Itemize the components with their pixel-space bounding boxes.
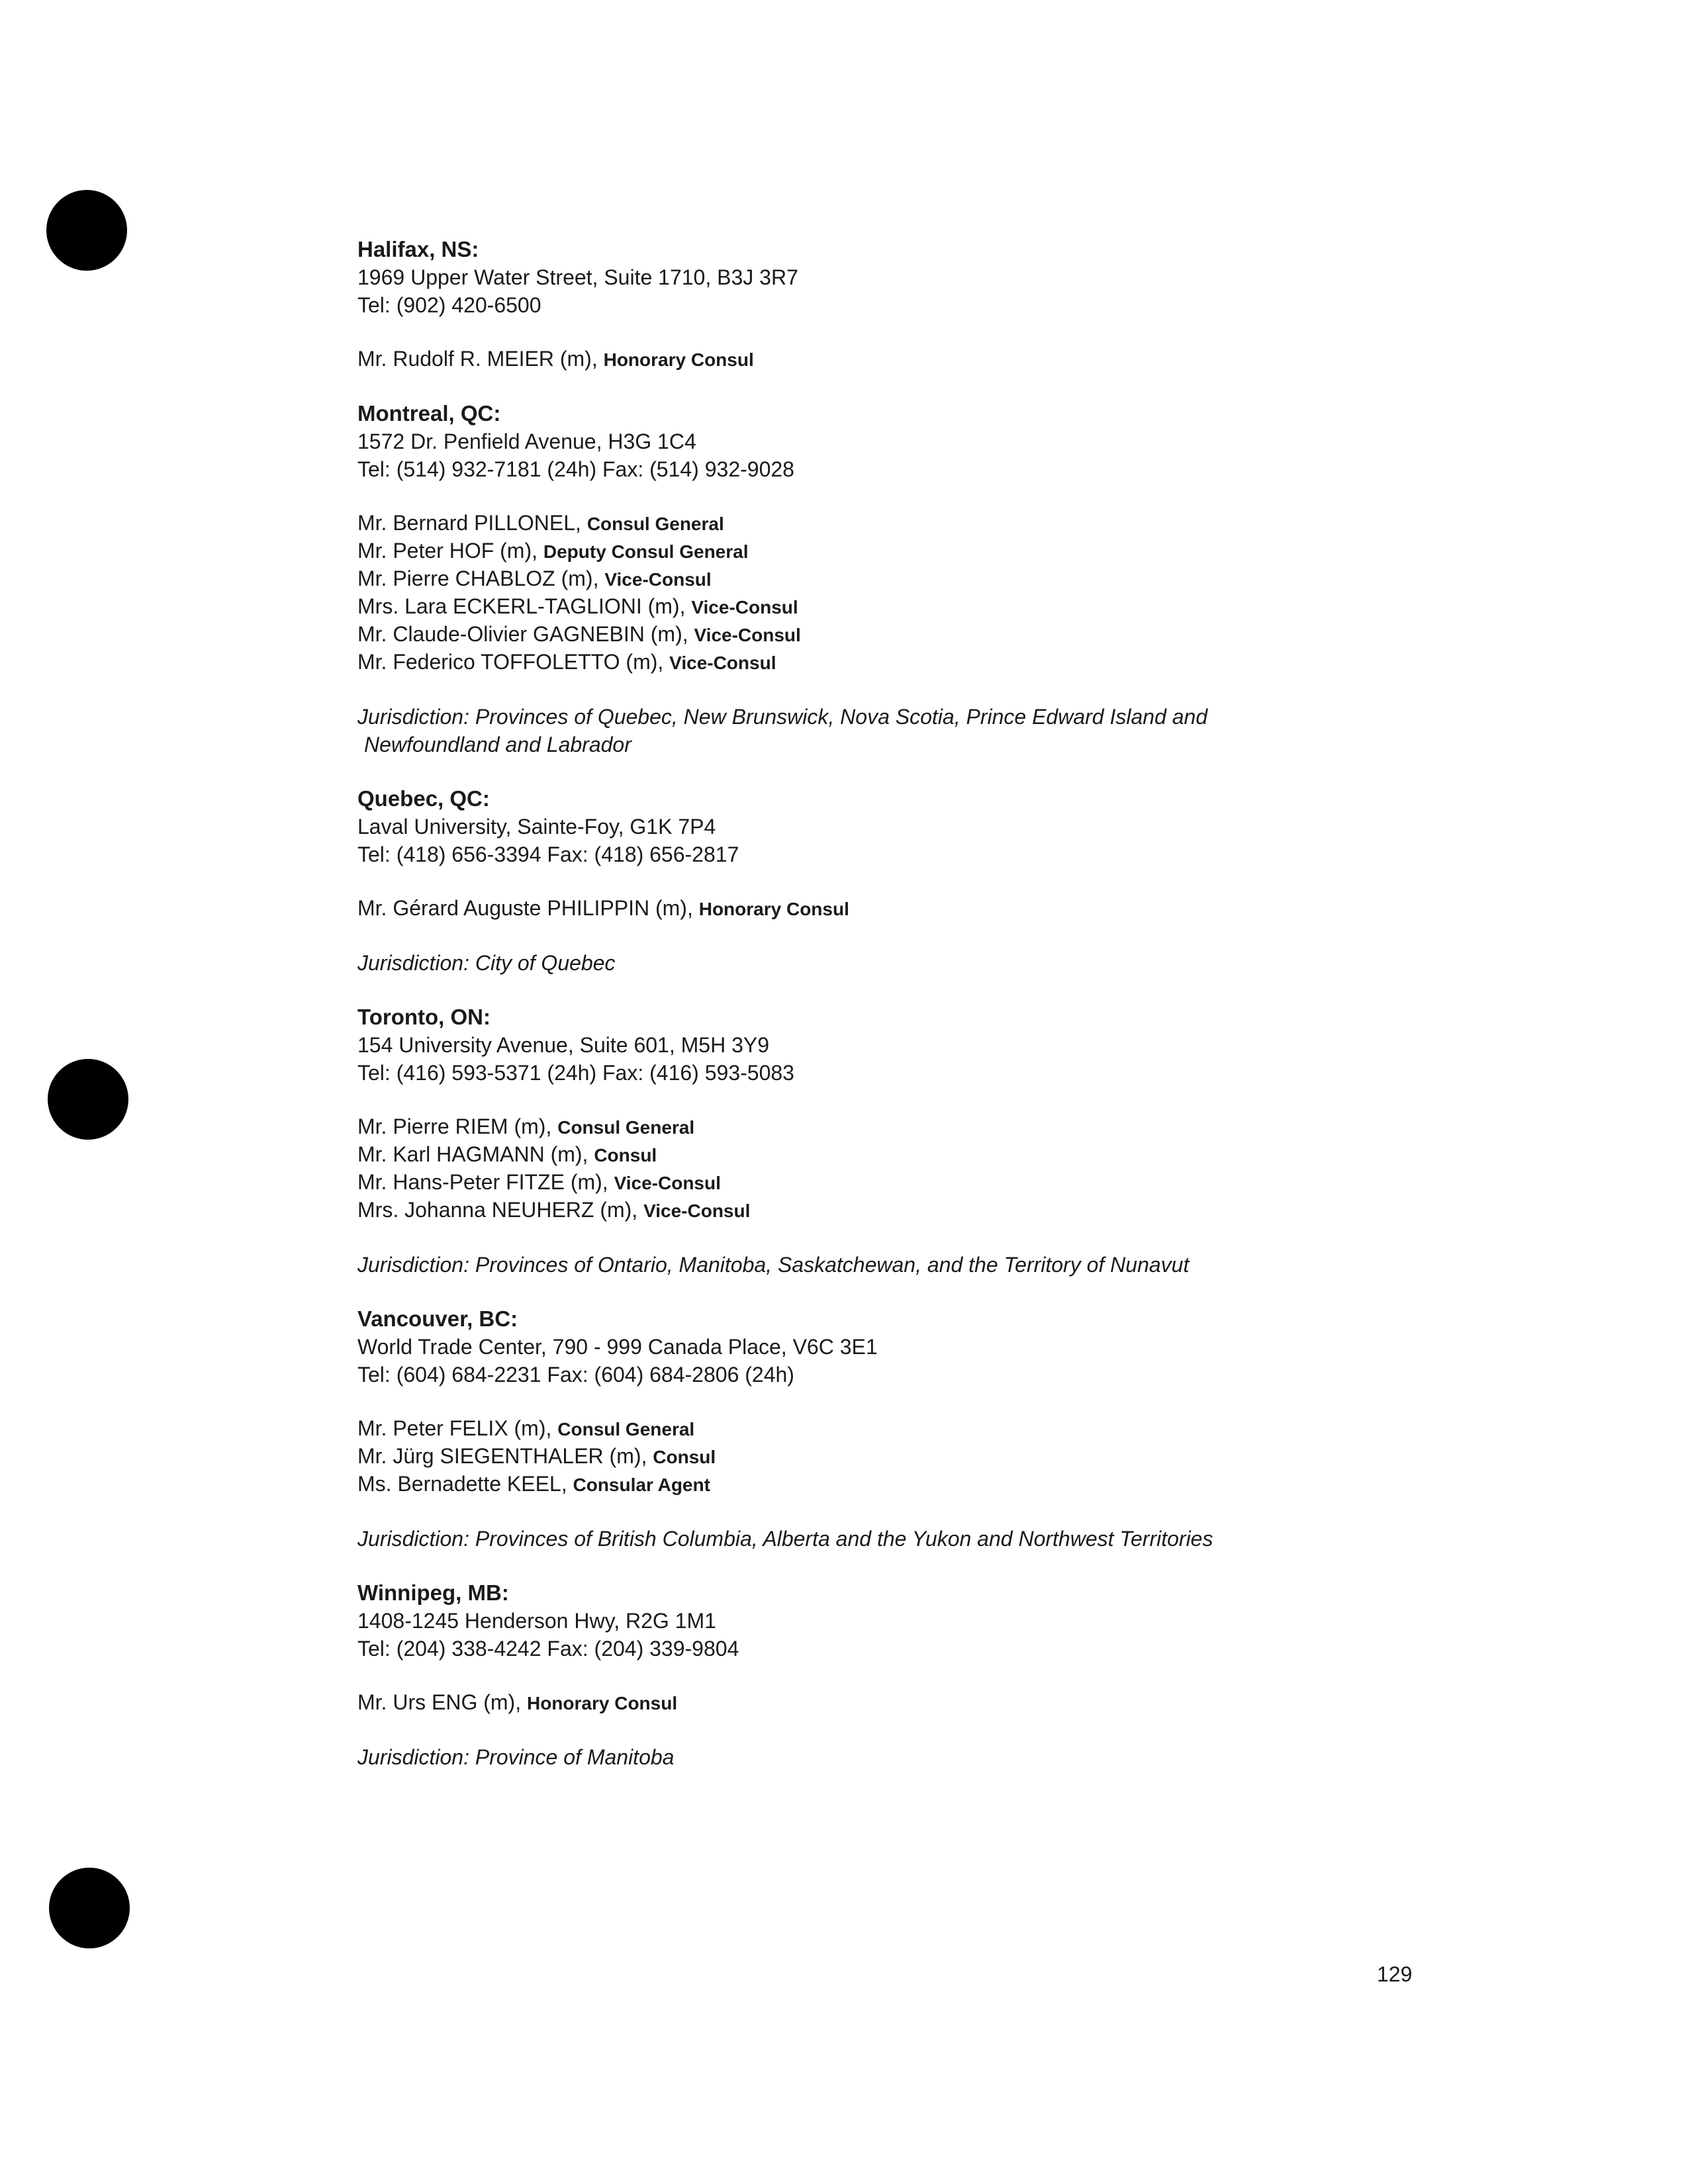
address: 1572 Dr. Penfield Avenue, H3G 1C4 xyxy=(357,430,696,453)
staff-entry xyxy=(357,1415,1390,1443)
punch-hole-bottom xyxy=(49,1868,130,1948)
staff-entry xyxy=(357,1141,1390,1169)
jurisdiction-text: City of Quebec xyxy=(469,951,616,975)
staff-entry xyxy=(357,1689,1390,1717)
punch-hole-middle xyxy=(48,1059,128,1140)
staff-title: Consular Agent xyxy=(573,1475,710,1495)
phone: Tel: (514) 932-7181 (24h) Fax: (514) 932-9028 xyxy=(357,457,794,481)
jurisdiction xyxy=(357,949,1390,977)
staff-title: Honorary Consul xyxy=(603,349,754,370)
staff-name: Mr. Jürg SIEGENTHALER (m), xyxy=(357,1444,653,1468)
staff-name: Mr. Rudolf R. MEIER (m), xyxy=(357,347,604,371)
staff-title: Vice-Consul xyxy=(614,1173,721,1193)
staff-title: Vice-Consul xyxy=(643,1201,751,1221)
staff-entry xyxy=(357,510,1390,537)
staff-title: Vice-Consul xyxy=(694,625,801,645)
section-winnipeg xyxy=(357,1579,1390,1771)
city-heading: Toronto, ON: xyxy=(357,1005,491,1029)
staff-name: Mr. Gérard Auguste PHILIPPIN (m), xyxy=(357,896,699,920)
staff-title: Honorary Consul xyxy=(526,1693,678,1713)
section-halifax xyxy=(357,236,1390,373)
staff-entry xyxy=(357,537,1390,565)
address: 1969 Upper Water Street, Suite 1710, B3J 3R7 xyxy=(357,265,798,289)
jurisdiction-label: Jurisdiction: xyxy=(357,1745,469,1769)
jurisdiction-continued: Newfoundland and Labrador xyxy=(364,733,632,756)
staff-name: Mr. Hans-Peter FITZE (m), xyxy=(357,1170,614,1194)
staff-title: Vice-Consul xyxy=(669,653,776,673)
staff-entry xyxy=(357,1471,1390,1498)
staff-name: Mr. Karl HAGMANN (m), xyxy=(357,1142,594,1166)
consulate-listing xyxy=(357,236,1390,1771)
section-vancouver xyxy=(357,1305,1390,1553)
staff-name: Mr. Pierre CHABLOZ (m), xyxy=(357,567,605,590)
staff-title: Consul xyxy=(653,1447,716,1467)
jurisdiction-text: Provinces of Quebec, New Brunswick, Nova Scotia, Prince Edward Island and xyxy=(469,705,1208,729)
city-heading: Vancouver, BC: xyxy=(357,1306,518,1331)
jurisdiction-label: Jurisdiction: xyxy=(357,951,469,975)
jurisdiction-label: Jurisdiction: xyxy=(357,705,469,729)
jurisdiction-text: Provinces of Ontario, Manitoba, Saskatchewan, and the Territory of Nunavut xyxy=(469,1253,1190,1277)
staff-title: Vice-Consul xyxy=(604,569,712,590)
staff-entry xyxy=(357,895,1390,923)
jurisdiction xyxy=(357,1251,1390,1279)
address: Laval University, Sainte-Foy, G1K 7P4 xyxy=(357,815,716,839)
city-heading: Quebec, QC: xyxy=(357,786,490,811)
jurisdiction xyxy=(357,1743,1390,1771)
jurisdiction-label: Jurisdiction: xyxy=(357,1253,469,1277)
staff-title: Consul General xyxy=(557,1419,695,1439)
staff-name: Mrs. Lara ECKERL-TAGLIONI (m), xyxy=(357,594,692,618)
page-number: 129 xyxy=(1377,1962,1413,1986)
staff-title: Honorary Consul xyxy=(698,899,849,919)
staff-entry xyxy=(357,1443,1390,1471)
address: World Trade Center, 790 - 999 Canada Place, V6C 3E1 xyxy=(357,1335,878,1359)
phone: Tel: (604) 684-2231 Fax: (604) 684-2806 (24h) xyxy=(357,1363,794,1387)
city-heading: Montreal, QC: xyxy=(357,401,501,426)
staff-name: Mr. Bernard PILLONEL, xyxy=(357,511,587,535)
staff-entry xyxy=(357,621,1390,649)
staff-name: Ms. Bernadette KEEL, xyxy=(357,1472,573,1496)
staff-name: Mr. Pierre RIEM (m), xyxy=(357,1115,558,1138)
city-heading: Winnipeg, MB: xyxy=(357,1580,509,1605)
phone: Tel: (416) 593-5371 (24h) Fax: (416) 593-5083 xyxy=(357,1061,794,1085)
staff-title: Consul General xyxy=(586,514,724,534)
staff-entry xyxy=(357,1169,1390,1197)
staff-title: Consul General xyxy=(557,1117,695,1138)
staff-entry xyxy=(357,565,1390,593)
staff-entry xyxy=(357,1113,1390,1141)
staff-entry xyxy=(357,649,1390,676)
jurisdiction-label: Jurisdiction: xyxy=(357,1527,469,1551)
staff-name: Mr. Peter HOF (m), xyxy=(357,539,543,563)
phone: Tel: (204) 338-4242 Fax: (204) 339-9804 xyxy=(357,1637,739,1661)
staff-name: Mr. Peter FELIX (m), xyxy=(357,1416,558,1440)
address: 1408-1245 Henderson Hwy, R2G 1M1 xyxy=(357,1609,716,1633)
staff-name: Mrs. Johanna NEUHERZ (m), xyxy=(357,1198,644,1222)
phone: Tel: (418) 656-3394 Fax: (418) 656-2817 xyxy=(357,842,739,866)
staff-title: Vice-Consul xyxy=(691,597,798,617)
address: 154 University Avenue, Suite 601, M5H 3Y9 xyxy=(357,1033,769,1057)
staff-title: Consul xyxy=(594,1145,657,1165)
punch-hole-top xyxy=(46,190,127,271)
staff-entry xyxy=(357,593,1390,621)
city-heading: Halifax, NS: xyxy=(357,237,479,261)
staff-entry xyxy=(357,1197,1390,1224)
staff-title: Deputy Consul General xyxy=(543,541,749,562)
section-quebec xyxy=(357,785,1390,977)
jurisdiction xyxy=(357,703,1390,731)
jurisdiction xyxy=(357,1525,1390,1553)
jurisdiction-text: Province of Manitoba xyxy=(469,1745,675,1769)
jurisdiction-text: Provinces of British Columbia, Alberta and the Yukon and Northwest Territories xyxy=(469,1527,1213,1551)
section-montreal xyxy=(357,400,1390,758)
phone: Tel: (902) 420-6500 xyxy=(357,293,541,317)
section-toronto xyxy=(357,1003,1390,1279)
staff-entry xyxy=(357,345,1390,373)
staff-name: Mr. Claude-Olivier GAGNEBIN (m), xyxy=(357,622,694,646)
staff-name: Mr. Urs ENG (m), xyxy=(357,1690,527,1714)
staff-name: Mr. Federico TOFFOLETTO (m), xyxy=(357,650,670,674)
